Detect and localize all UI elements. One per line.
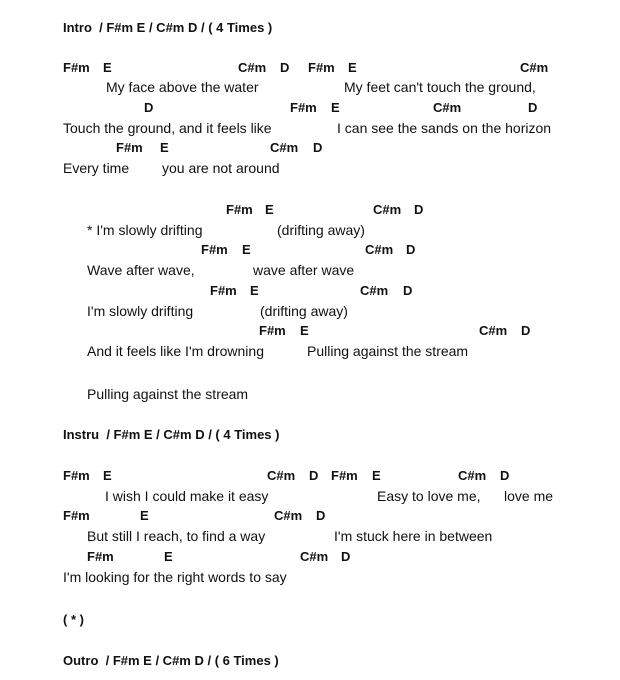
chord: D bbox=[313, 140, 323, 155]
chord: C#m bbox=[270, 140, 299, 155]
chord: E bbox=[164, 549, 173, 564]
chord: C#m bbox=[458, 468, 487, 483]
chord: E bbox=[250, 283, 259, 298]
chord: E bbox=[348, 60, 357, 75]
chord: F#m bbox=[259, 323, 286, 338]
chord: E bbox=[331, 100, 340, 115]
chord: F#m bbox=[226, 202, 253, 217]
lyric-line: Every time bbox=[63, 160, 130, 176]
lyric-line: I'm looking for the right words to say bbox=[63, 569, 287, 585]
chord: D bbox=[280, 60, 290, 75]
lyric-line: you are not around bbox=[162, 160, 280, 176]
lyric-line: I'm slowly drifting bbox=[87, 303, 194, 319]
chord: C#m bbox=[520, 60, 549, 75]
chord: E bbox=[300, 323, 309, 338]
chord: D bbox=[406, 242, 416, 257]
chord: D bbox=[414, 202, 424, 217]
repeat-chorus-marker: ( * ) bbox=[63, 612, 84, 627]
intro-line: Intro / F#m E / C#m D / ( 4 Times ) bbox=[63, 20, 273, 35]
lyric-line: Easy to love me, bbox=[377, 488, 481, 504]
lyric-line: Pulling against the stream bbox=[87, 386, 249, 402]
chord: E bbox=[103, 60, 112, 75]
chord: F#m bbox=[63, 508, 90, 523]
lyric-line: I can see the sands on the horizon bbox=[337, 120, 552, 136]
chord: C#m bbox=[365, 242, 394, 257]
lyric-line: I wish I could make it easy bbox=[105, 488, 269, 504]
chord: F#m bbox=[331, 468, 358, 483]
chord: C#m bbox=[373, 202, 402, 217]
chord: F#m bbox=[308, 60, 335, 75]
chord: D bbox=[528, 100, 538, 115]
chord: E bbox=[160, 140, 169, 155]
chord: C#m bbox=[267, 468, 296, 483]
chord: D bbox=[341, 549, 351, 564]
chord: E bbox=[372, 468, 381, 483]
chord: D bbox=[316, 508, 326, 523]
chord: D bbox=[309, 468, 319, 483]
chord: F#m bbox=[87, 549, 114, 564]
lyric-line: love me bbox=[504, 488, 554, 504]
chord: C#m bbox=[300, 549, 329, 564]
chord: E bbox=[140, 508, 149, 523]
lyric-line: And it feels like I'm drowning bbox=[87, 343, 264, 359]
chord: D bbox=[500, 468, 510, 483]
chord: F#m bbox=[63, 60, 90, 75]
chord: E bbox=[242, 242, 251, 257]
lyric-line: Wave after wave, bbox=[87, 262, 195, 278]
chord: C#m bbox=[238, 60, 267, 75]
lyric-line: (drifting away) bbox=[260, 303, 348, 319]
chord: F#m bbox=[201, 242, 228, 257]
lyric-line: My feet can't touch the ground, bbox=[344, 79, 536, 95]
chord: D bbox=[403, 283, 413, 298]
lyric-line: But still I reach, to find a way bbox=[87, 528, 266, 544]
instru-line: Instru / F#m E / C#m D / ( 4 Times ) bbox=[63, 427, 280, 442]
lyric-line: (drifting away) bbox=[277, 222, 365, 238]
lyric-line: Touch the ground, and it feels like bbox=[63, 120, 272, 136]
chord: C#m bbox=[433, 100, 462, 115]
chord: C#m bbox=[479, 323, 508, 338]
chord: F#m bbox=[210, 283, 237, 298]
chord: F#m bbox=[63, 468, 90, 483]
chord: D bbox=[521, 323, 531, 338]
chord: C#m bbox=[274, 508, 303, 523]
lyric-line: * I'm slowly drifting bbox=[87, 222, 203, 238]
chord: F#m bbox=[116, 140, 143, 155]
lyric-line: My face above the water bbox=[106, 79, 259, 95]
chord: C#m bbox=[360, 283, 389, 298]
lyric-line: Pulling against the stream bbox=[307, 343, 469, 359]
chord: E bbox=[103, 468, 112, 483]
chord: F#m bbox=[290, 100, 317, 115]
lyric-line: I'm stuck here in between bbox=[334, 528, 493, 544]
chord: E bbox=[265, 202, 274, 217]
lyric-line: wave after wave bbox=[253, 262, 355, 278]
outro-line: Outro / F#m E / C#m D / ( 6 Times ) bbox=[63, 653, 279, 668]
chord: D bbox=[144, 100, 154, 115]
